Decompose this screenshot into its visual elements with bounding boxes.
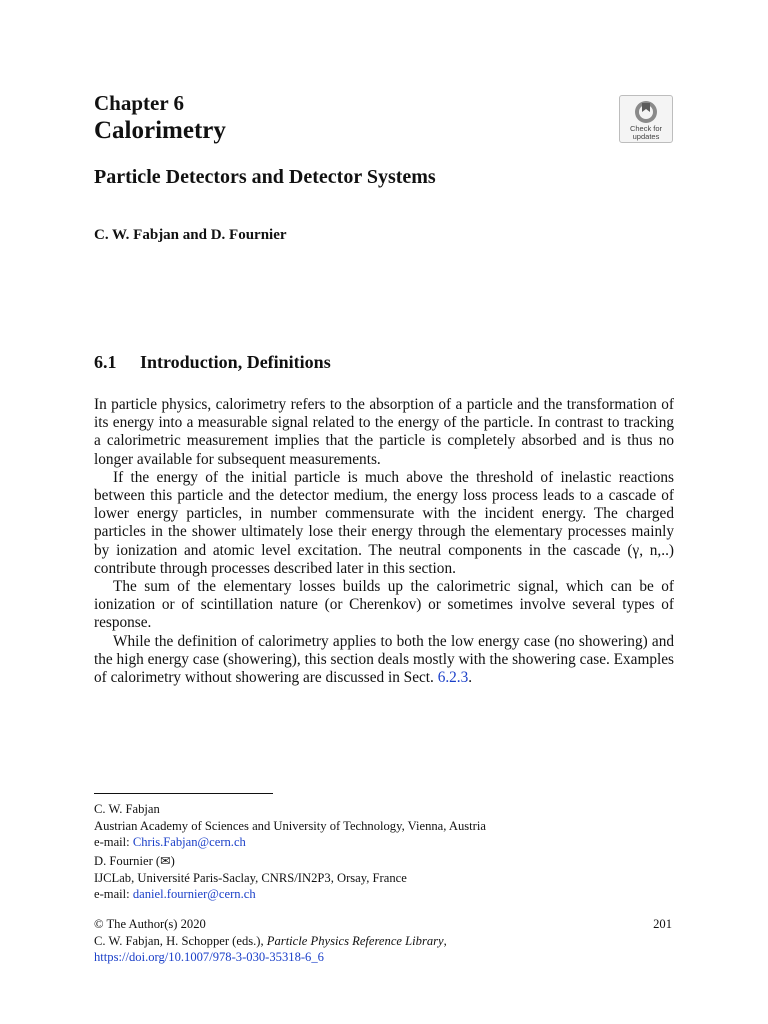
citation-prefix: C. W. Fabjan, H. Schopper (eds.),: [94, 933, 267, 948]
citation-suffix: ,: [443, 933, 447, 948]
citation: [94, 933, 674, 950]
chapter-label: Chapter 6: [94, 91, 185, 115]
section-heading: [94, 350, 331, 374]
section-ref-link[interactable]: 6.2.3: [437, 669, 469, 687]
email-label: e-mail:: [94, 887, 133, 901]
author1-footnote: [94, 801, 674, 851]
author2-footnote: [94, 853, 674, 903]
chapter-authors: C. W. Fabjan and D. Fournier: [94, 227, 287, 243]
publication-info: [94, 916, 674, 966]
check-for-updates-badge[interactable]: [619, 95, 673, 143]
paragraph-end: .: [468, 669, 473, 687]
paragraph: In particle physics, calorimetry refers to the absorption of a particle and the transformation of its energy into a measurable signal related to the energy of the particle. In contrast to tracking a calorimetric measurement implies that the particle is completely absorbed and is thus no longer available for subsequent measurements.: [94, 396, 674, 468]
author1-email-link[interactable]: Chris.Fabjan@cern.ch: [132, 835, 246, 849]
author2-affiliation: IJCLab, Université Paris-Saclay, CNRS/IN2P3, Orsay, France: [94, 870, 407, 885]
author1-affiliation: Austrian Academy of Sciences and University of Technology, Vienna, Austria: [94, 818, 486, 833]
paragraph: [94, 633, 674, 688]
page-number: 201: [653, 917, 672, 931]
body-text: [94, 396, 674, 687]
paragraph-text: While the definition of calorimetry applies to both the low energy case (no showering) and the high energy case (showering), this section deals mostly with the showering case. Examples of calorimetry without showering are discussed in Sect.: [94, 632, 674, 687]
section-number: 6.1: [94, 352, 117, 372]
author1-email-line: [94, 834, 674, 851]
chapter-subtitle: Particle Detectors and Detector Systems: [94, 166, 436, 188]
check-for-updates-label: Check for updates: [629, 124, 663, 141]
copyright: © The Author(s) 2020: [94, 917, 206, 931]
email-label: e-mail:: [94, 835, 133, 849]
author2-email-link[interactable]: daniel.fournier@cern.ch: [132, 887, 256, 901]
doi-link[interactable]: https://doi.org/10.1007/978-3-030-35318-6_6: [94, 950, 324, 964]
author2-email-line: [94, 886, 674, 903]
chapter-title: Calorimetry: [94, 117, 226, 144]
citation-title: Particle Physics Reference Library: [266, 933, 444, 948]
author2-name: D. Fournier (✉): [94, 854, 175, 868]
section-title: Introduction, Definitions: [140, 352, 331, 372]
paragraph: If the energy of the initial particle is much above the threshold of inelastic reactions between this particle and the detector medium, the energy loss process leads to a cascade of lower energy particles, in number commensurate with the incident energy. The charged particles in the shower ultimately lose their energy through the elementary processes mainly by ionization and atomic level excitation. The neutral components in the cascade (γ, n,..) contribute through processes described later in this section.: [94, 468, 674, 577]
footnote-divider: [94, 793, 273, 794]
paragraph: The sum of the elementary losses builds up the calorimetric signal, which can be of ionization or of scintillation nature (or Cherenkov) or sometimes involve several types of response.: [94, 578, 674, 632]
author1-name: C. W. Fabjan: [94, 802, 160, 816]
check-for-updates-icon: [633, 99, 659, 125]
